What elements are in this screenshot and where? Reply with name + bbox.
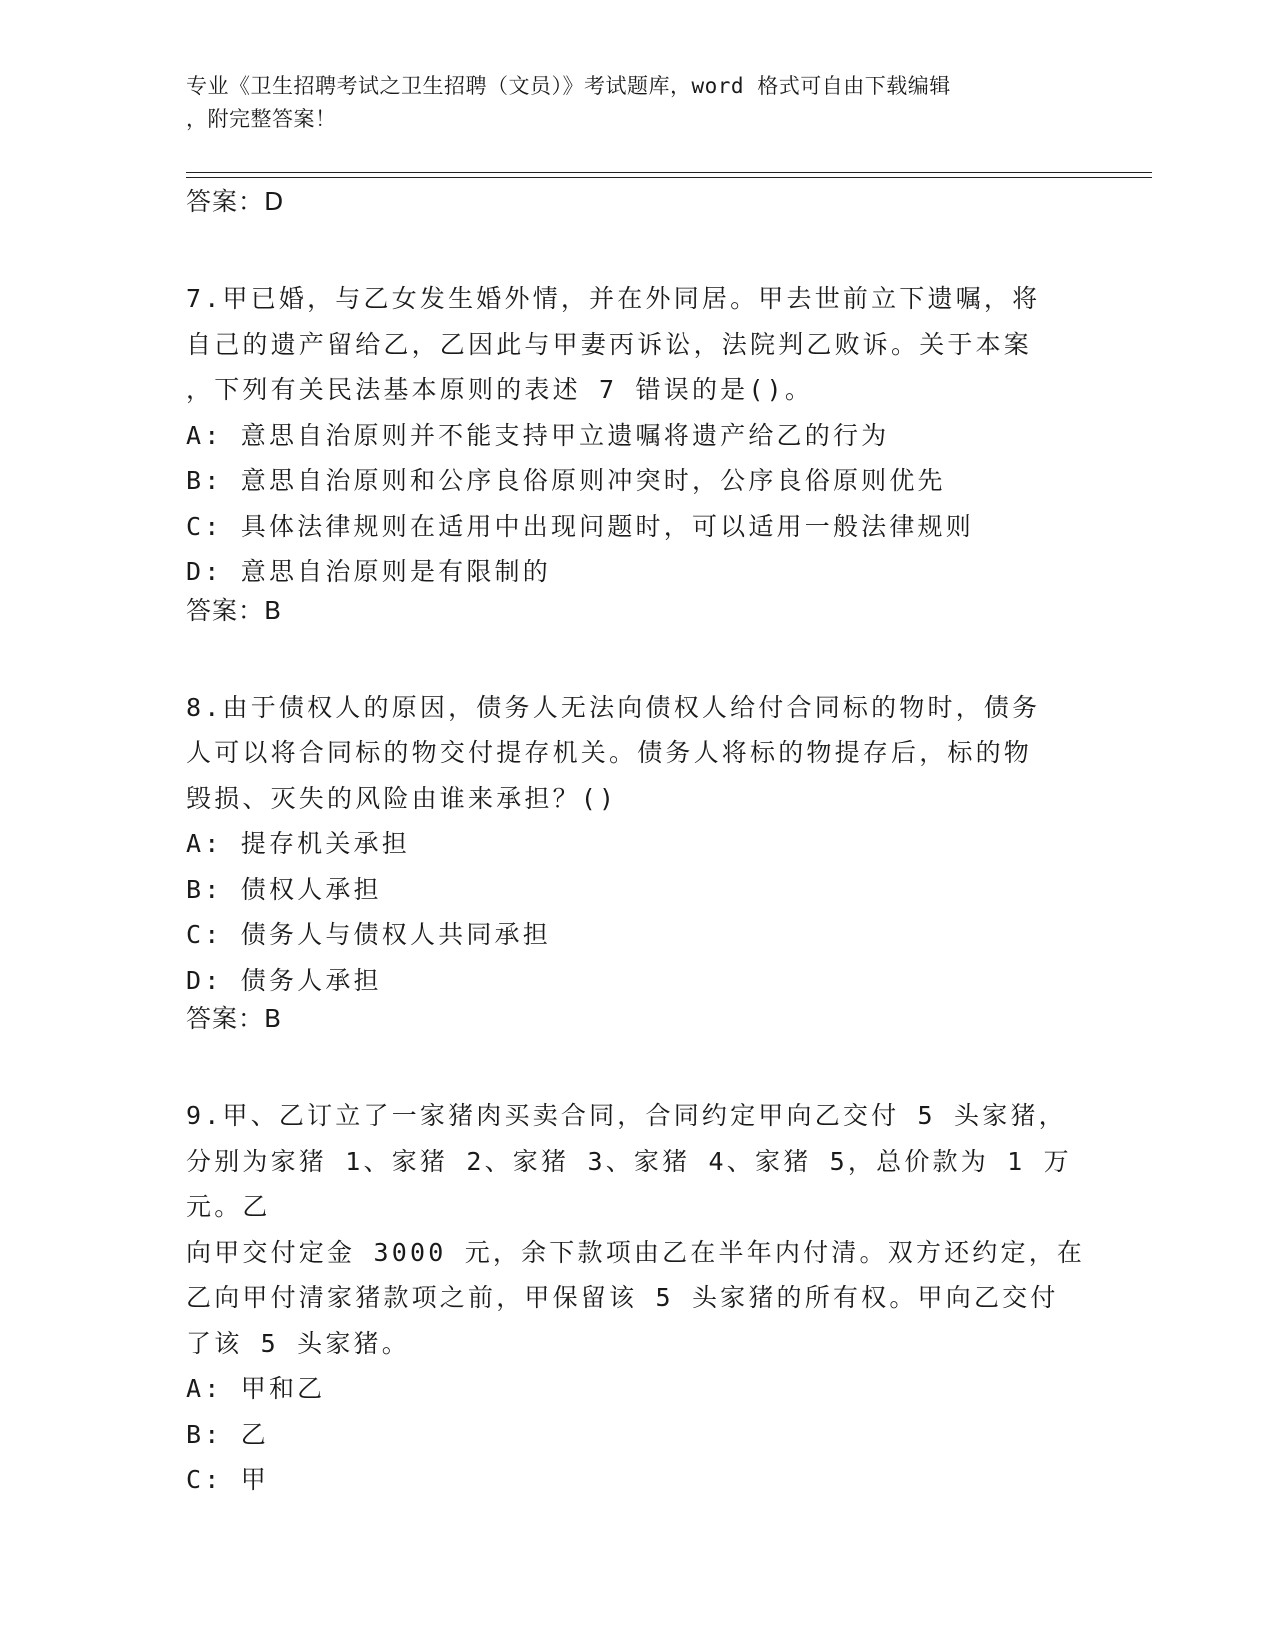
question-8-line-3: 毁损、灭失的风险由谁来承担？() (186, 783, 618, 813)
answer-q8: 答案：B (186, 1004, 283, 1033)
question-9-line-1: 9.甲、乙订立了一家猪肉买卖合同，合同约定甲向乙交付 5 头家猪， (186, 1101, 1067, 1130)
question-9-option-c: C: 甲 (186, 1465, 269, 1494)
question-8-line-2: 人可以将合同标的物交付提存机关。债务人将标的物提存后，标的物 (186, 738, 1033, 767)
header-line-2: ，附完整答案！ (186, 107, 337, 131)
question-7 (186, 276, 1086, 641)
question-9-line-4: 乙向甲付清家猪款项之前，甲保留该 5 头家猪的所有权。甲向乙交付 (186, 1283, 1059, 1312)
question-9-option-b: B: 乙 (186, 1419, 269, 1449)
question-8-option-b: B: 债权人承担 (186, 874, 382, 904)
document-header (186, 70, 1086, 136)
question-8 (186, 685, 1086, 1050)
question-7-option-b: B: 意思自治原则和公序良俗原则冲突时，公序良俗原则优先 (186, 466, 946, 495)
question-9-line-3: 向甲交付定金 3000 元，余下款项由乙在半年内付清。双方还约定，在 (186, 1237, 1086, 1267)
question-7-option-c: C: 具体法律规则在适用中出现问题时，可以适用一般法律规则 (186, 511, 974, 541)
question-8-option-d: D: 债务人承担 (186, 965, 382, 995)
question-7-line-1: 7.甲已婚，与乙女发生婚外情，并在外同居。甲去世前立下遗嘱，将 (186, 284, 1041, 313)
question-9-line-2: 分别为家猪 1、家猪 2、家猪 3、家猪 4、家猪 5，总价款为 1 万元。乙 (186, 1146, 1072, 1221)
question-9-option-a: A: 甲和乙 (186, 1374, 326, 1403)
question-7-option-a: A: 意思自治原则并不能支持甲立遗嘱将遗产给乙的行为 (186, 420, 890, 450)
header-rule-bottom (186, 177, 1152, 178)
question-8-line-1: 8.由于债权人的原因，债务人无法向债权人给付合同标的物时，债务 (186, 692, 1041, 722)
question-9-line-5: 了该 5 头家猪。 (186, 1328, 410, 1358)
question-7-line-2: 自己的遗产留给乙，乙因此与甲妻丙诉讼，法院判乙败诉。关于本案 (186, 329, 1033, 359)
question-list (186, 186, 1086, 1503)
header-line-1: 专业《卫生招聘考试之卫生招聘（文员）》考试题库，word 格式可自由下载编辑 (186, 74, 951, 98)
question-7-line-3: ，下列有关民法基本原则的表述 7 错误的是()。 (186, 375, 814, 404)
answer-q7: 答案：B (186, 595, 283, 625)
question-9 (186, 1093, 1086, 1503)
question-7-option-d: D: 意思自治原则是有限制的 (186, 557, 551, 586)
header-rule-top (186, 172, 1152, 173)
answer-q6: 答案：D (186, 187, 285, 216)
question-8-option-a: A: 提存机关承担 (186, 829, 410, 858)
question-8-option-c: C: 债务人与债权人共同承担 (186, 920, 551, 949)
